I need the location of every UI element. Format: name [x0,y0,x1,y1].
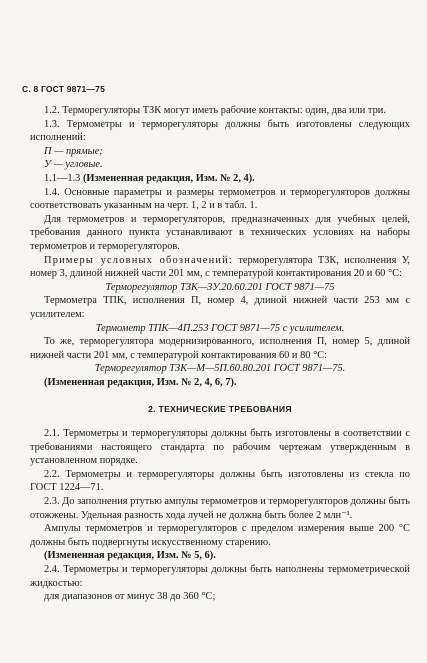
list-item-p: П — прямые; [44,145,103,157]
paragraph-2-3: 2.3. До заполнения ртутью ампулы термометров и терморегуляторов должны быть отожжены. Удельная разность хода лучей не должна быть более 2 млн⁻¹. [30,496,410,521]
amendment-note-2: (Измененная редакция, Изм. № 2, 4, 6, 7). [44,376,237,388]
section-title: 2. ТЕХНИЧЕСКИЕ ТРЕБОВАНИЯ [148,404,292,415]
designation-3: Терморегулятор ТЗК—М—5П.60.80.201 ГОСТ 9871—75. [94,363,346,375]
paragraph-1-3: 1.3. Термометры и терморегуляторы должны быть изготовлены следующих исполнений: [30,118,410,144]
amendment-note-3: (Измененная редакция, Изм. № 5, 6). [44,550,216,562]
paragraph-1-2: 1.2. Терморегуляторы ТЗК могут иметь рабочие контакты: один, два или три. [44,105,386,116]
paragraph-1-4: 1.4. Основные параметры и размеры термометров и терморегуляторов должны соответствовать указанным на черт. 1, 2 и в табл. 1. [30,186,410,212]
amendment-note: (Измененная редакция, Изм. № 2, 4). [80,172,255,184]
paragraph-tpk: Термометра ТПК, исполнения П, номер 4, длиной нижней части 253 мм с усилителем: [30,295,410,320]
examples-text: терморегулятора ТЗК, исполнения У, номер 3, длиной нижней части 201 мм, с температурой контактирования 20 и 60 °С: [30,254,410,280]
paragraph-1-1-3 [30,172,410,186]
examples-label: Примеры условных обозначений: [44,254,233,266]
document-body [30,104,410,604]
paragraph-same: То же, терморегулятора модернизированного, исполнения П, номер 5, длиной нижней части 201 мм, с температурой контактирования 60 и 80 °С: [30,336,410,361]
paragraph-teaching: Для термометров и терморегуляторов, предназначенных для учебных целей, требования данного пункта устанавливают в технических условиях на наборы термометров и терморегуляторов. [30,213,410,252]
paragraph-ampoules: Ампулы термометров и терморегуляторов с пределом измерения выше 200 °С должны быть подвергнуты искусственному старению. [30,523,410,548]
clause-range: 1.1—1.3 [44,172,81,184]
designation-1: Терморегулятор ТЗК—3У.20.60.201 ГОСТ 9871—75 [105,281,335,293]
list-item-u: У — угловые. [44,159,103,171]
paragraph-examples [30,254,410,281]
page-header: С. 8 ГОСТ 9871—75 [22,84,106,94]
designation-2: Термометр ТПК—4П.253 ГОСТ 9871—75 с усилителем. [95,322,345,334]
paragraph-2-1: 2.1. Термометры и терморегуляторы должны быть изготовлены в соответствии с требованиями настоящего стандарта по рабочим чертежам утвержденным в установленном порядке. [30,428,410,467]
paragraph-range: для диапазонов от минус 38 до 360 °С; [44,591,216,603]
paragraph-2-4: 2.4. Термометры и терморегуляторы должны быть наполнены термометрической жидкостью: [30,564,410,589]
paragraph-2-2: 2.2. Термометры и терморегуляторы должны быть изготовлены из стекла по ГОСТ 1224—71. [30,468,410,494]
